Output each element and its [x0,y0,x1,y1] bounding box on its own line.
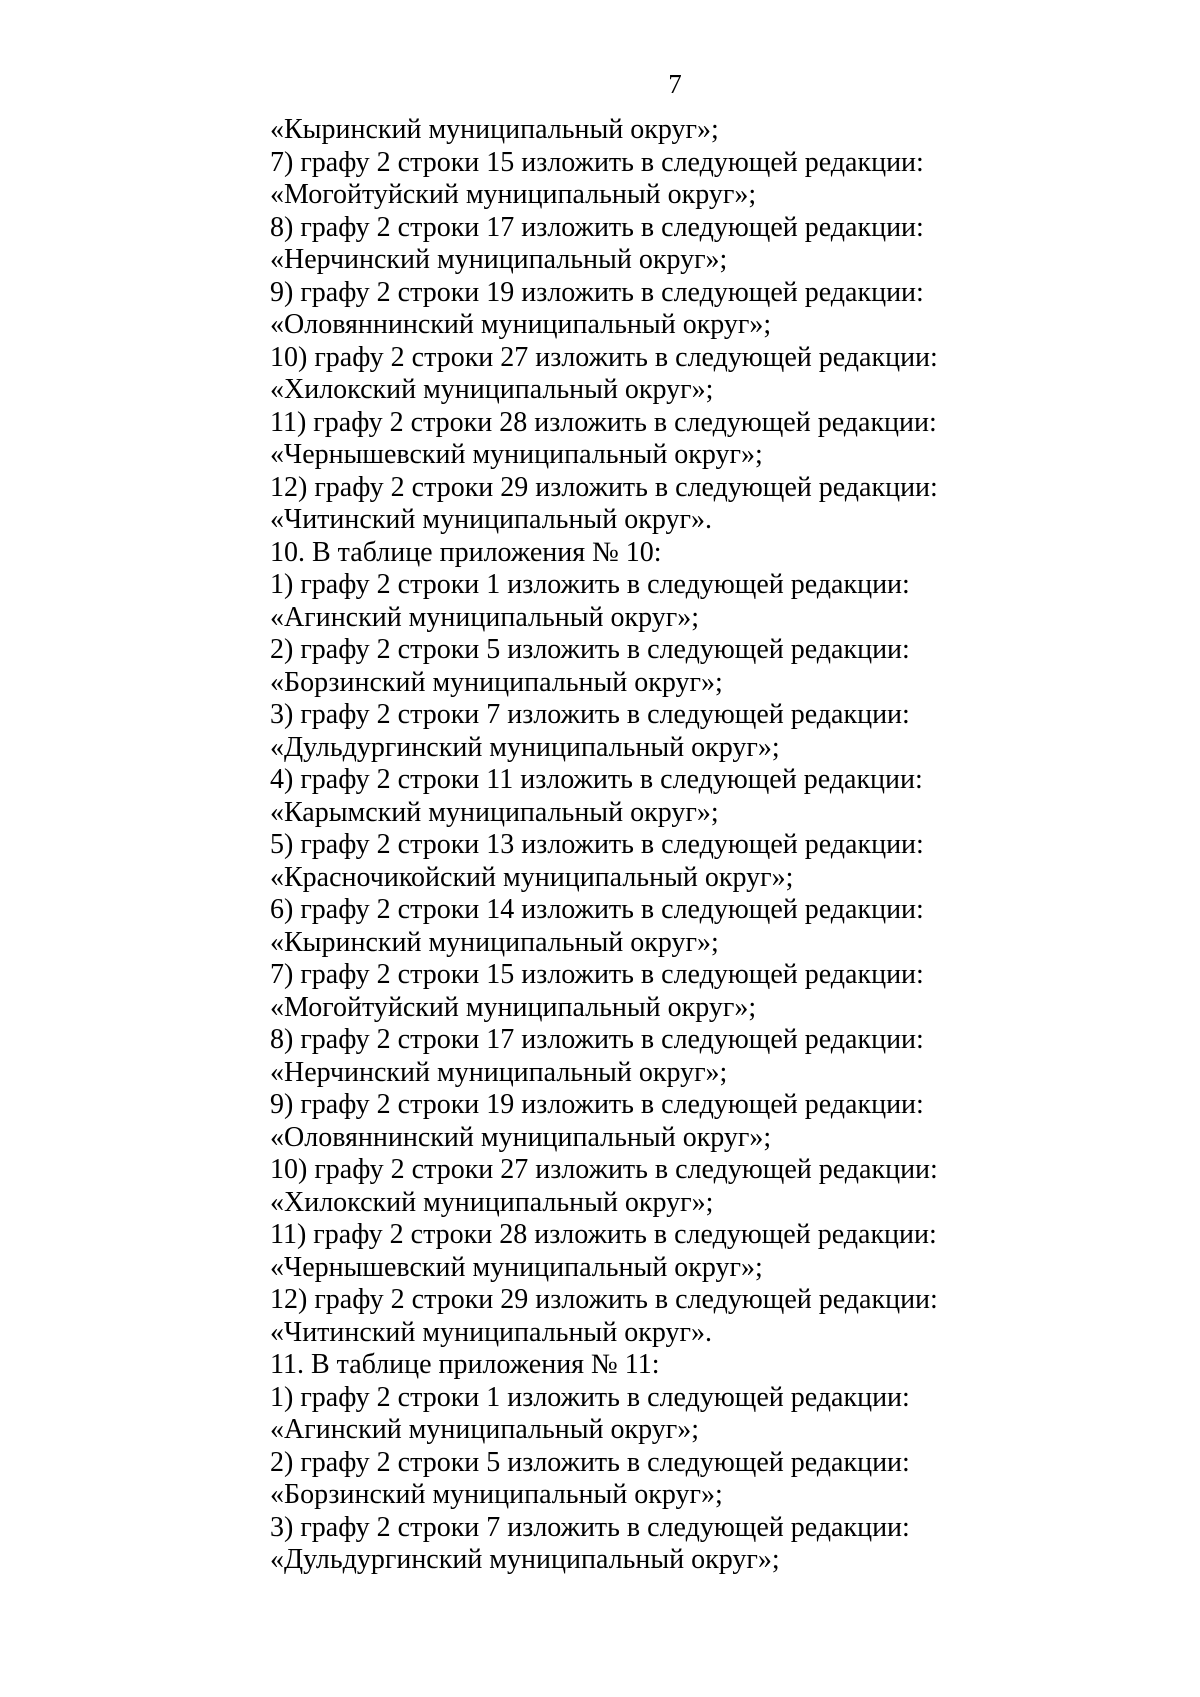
text-line: «Могойтуйский муниципальный округ»; [270,179,757,210]
text-line: «Карымский муниципальный округ»; [270,796,719,828]
text-line: 9) графу 2 строки 19 изложить в следующей редакции: [270,1089,924,1120]
text-line: «Нерчинский муниципальный округ»; [270,244,728,275]
text-line: 12) графу 2 строки 29 изложить в следующей редакции: [270,1284,938,1315]
text-line: «Агинский муниципальный округ»; [270,601,700,633]
text-line: 8) графу 2 строки 17 изложить в следующей редакции: [270,211,924,243]
document-body [270,114,1170,1577]
text-line: «Борзинский муниципальный округ»; [270,666,723,698]
text-line: 7) графу 2 строки 15 изложить в следующей редакции: [270,959,924,990]
text-line: 10) графу 2 строки 27 изложить в следующей редакции: [270,341,938,373]
text-line: 8) графу 2 строки 17 изложить в следующей редакции: [270,1024,924,1055]
text-line: 12) графу 2 строки 29 изложить в следующей редакции: [270,471,938,503]
text-line: «Хилокский муниципальный округ»; [270,374,714,405]
text-line: «Чернышевский муниципальный округ»; [270,1251,763,1283]
text-line: 3) графу 2 строки 7 изложить в следующей редакции: [270,1511,910,1543]
text-line: «Кыринский муниципальный округ»; [270,926,719,958]
text-line: «Могойтуйский муниципальный округ»; [270,991,757,1023]
text-line: «Читинский муниципальный округ». [270,1316,712,1348]
text-line: 1) графу 2 строки 1 изложить в следующей редакции: [270,569,910,600]
text-line: 7) графу 2 строки 15 изложить в следующей редакции: [270,146,924,178]
text-line: 3) графу 2 строки 7 изложить в следующей редакции: [270,699,910,730]
page-number: 7 [668,69,682,99]
text-line: 9) графу 2 строки 19 изложить в следующей редакции: [270,276,924,308]
text-line: 10) графу 2 строки 27 изложить в следующей редакции: [270,1154,938,1185]
text-line: «Хилокский муниципальный округ»; [270,1186,714,1218]
text-line: «Борзинский муниципальный округ»; [270,1479,723,1510]
text-line: «Дульдургинский муниципальный округ»; [270,1544,780,1575]
text-line: 10. В таблице приложения № 10: [270,536,662,568]
text-line: «Оловяннинский муниципальный округ»; [270,309,772,340]
text-line: 2) графу 2 строки 5 изложить в следующей редакции: [270,1446,910,1478]
text-line: «Кыринский муниципальный округ»; [270,114,719,145]
text-line: 1) графу 2 строки 1 изложить в следующей редакции: [270,1381,910,1413]
text-line: «Читинский муниципальный округ». [270,504,712,535]
text-line: 6) графу 2 строки 14 изложить в следующей редакции: [270,894,924,925]
text-line: 11) графу 2 строки 28 изложить в следующей редакции: [270,406,937,438]
text-line: 2) графу 2 строки 5 изложить в следующей редакции: [270,634,910,665]
text-line: 11. В таблице приложения № 11: [270,1349,660,1380]
text-line: «Агинский муниципальный округ»; [270,1414,700,1445]
text-line: «Оловяннинский муниципальный округ»; [270,1121,772,1153]
text-line: «Красночикойский муниципальный округ»; [270,861,794,893]
text-line: «Дульдургинский муниципальный округ»; [270,731,780,763]
text-line: «Нерчинский муниципальный округ»; [270,1056,728,1088]
text-line: 5) графу 2 строки 13 изложить в следующей редакции: [270,829,924,860]
text-line: 11) графу 2 строки 28 изложить в следующей редакции: [270,1219,937,1250]
text-line: 4) графу 2 строки 11 изложить в следующей редакции: [270,764,923,795]
text-line: «Чернышевский муниципальный округ»; [270,439,763,470]
